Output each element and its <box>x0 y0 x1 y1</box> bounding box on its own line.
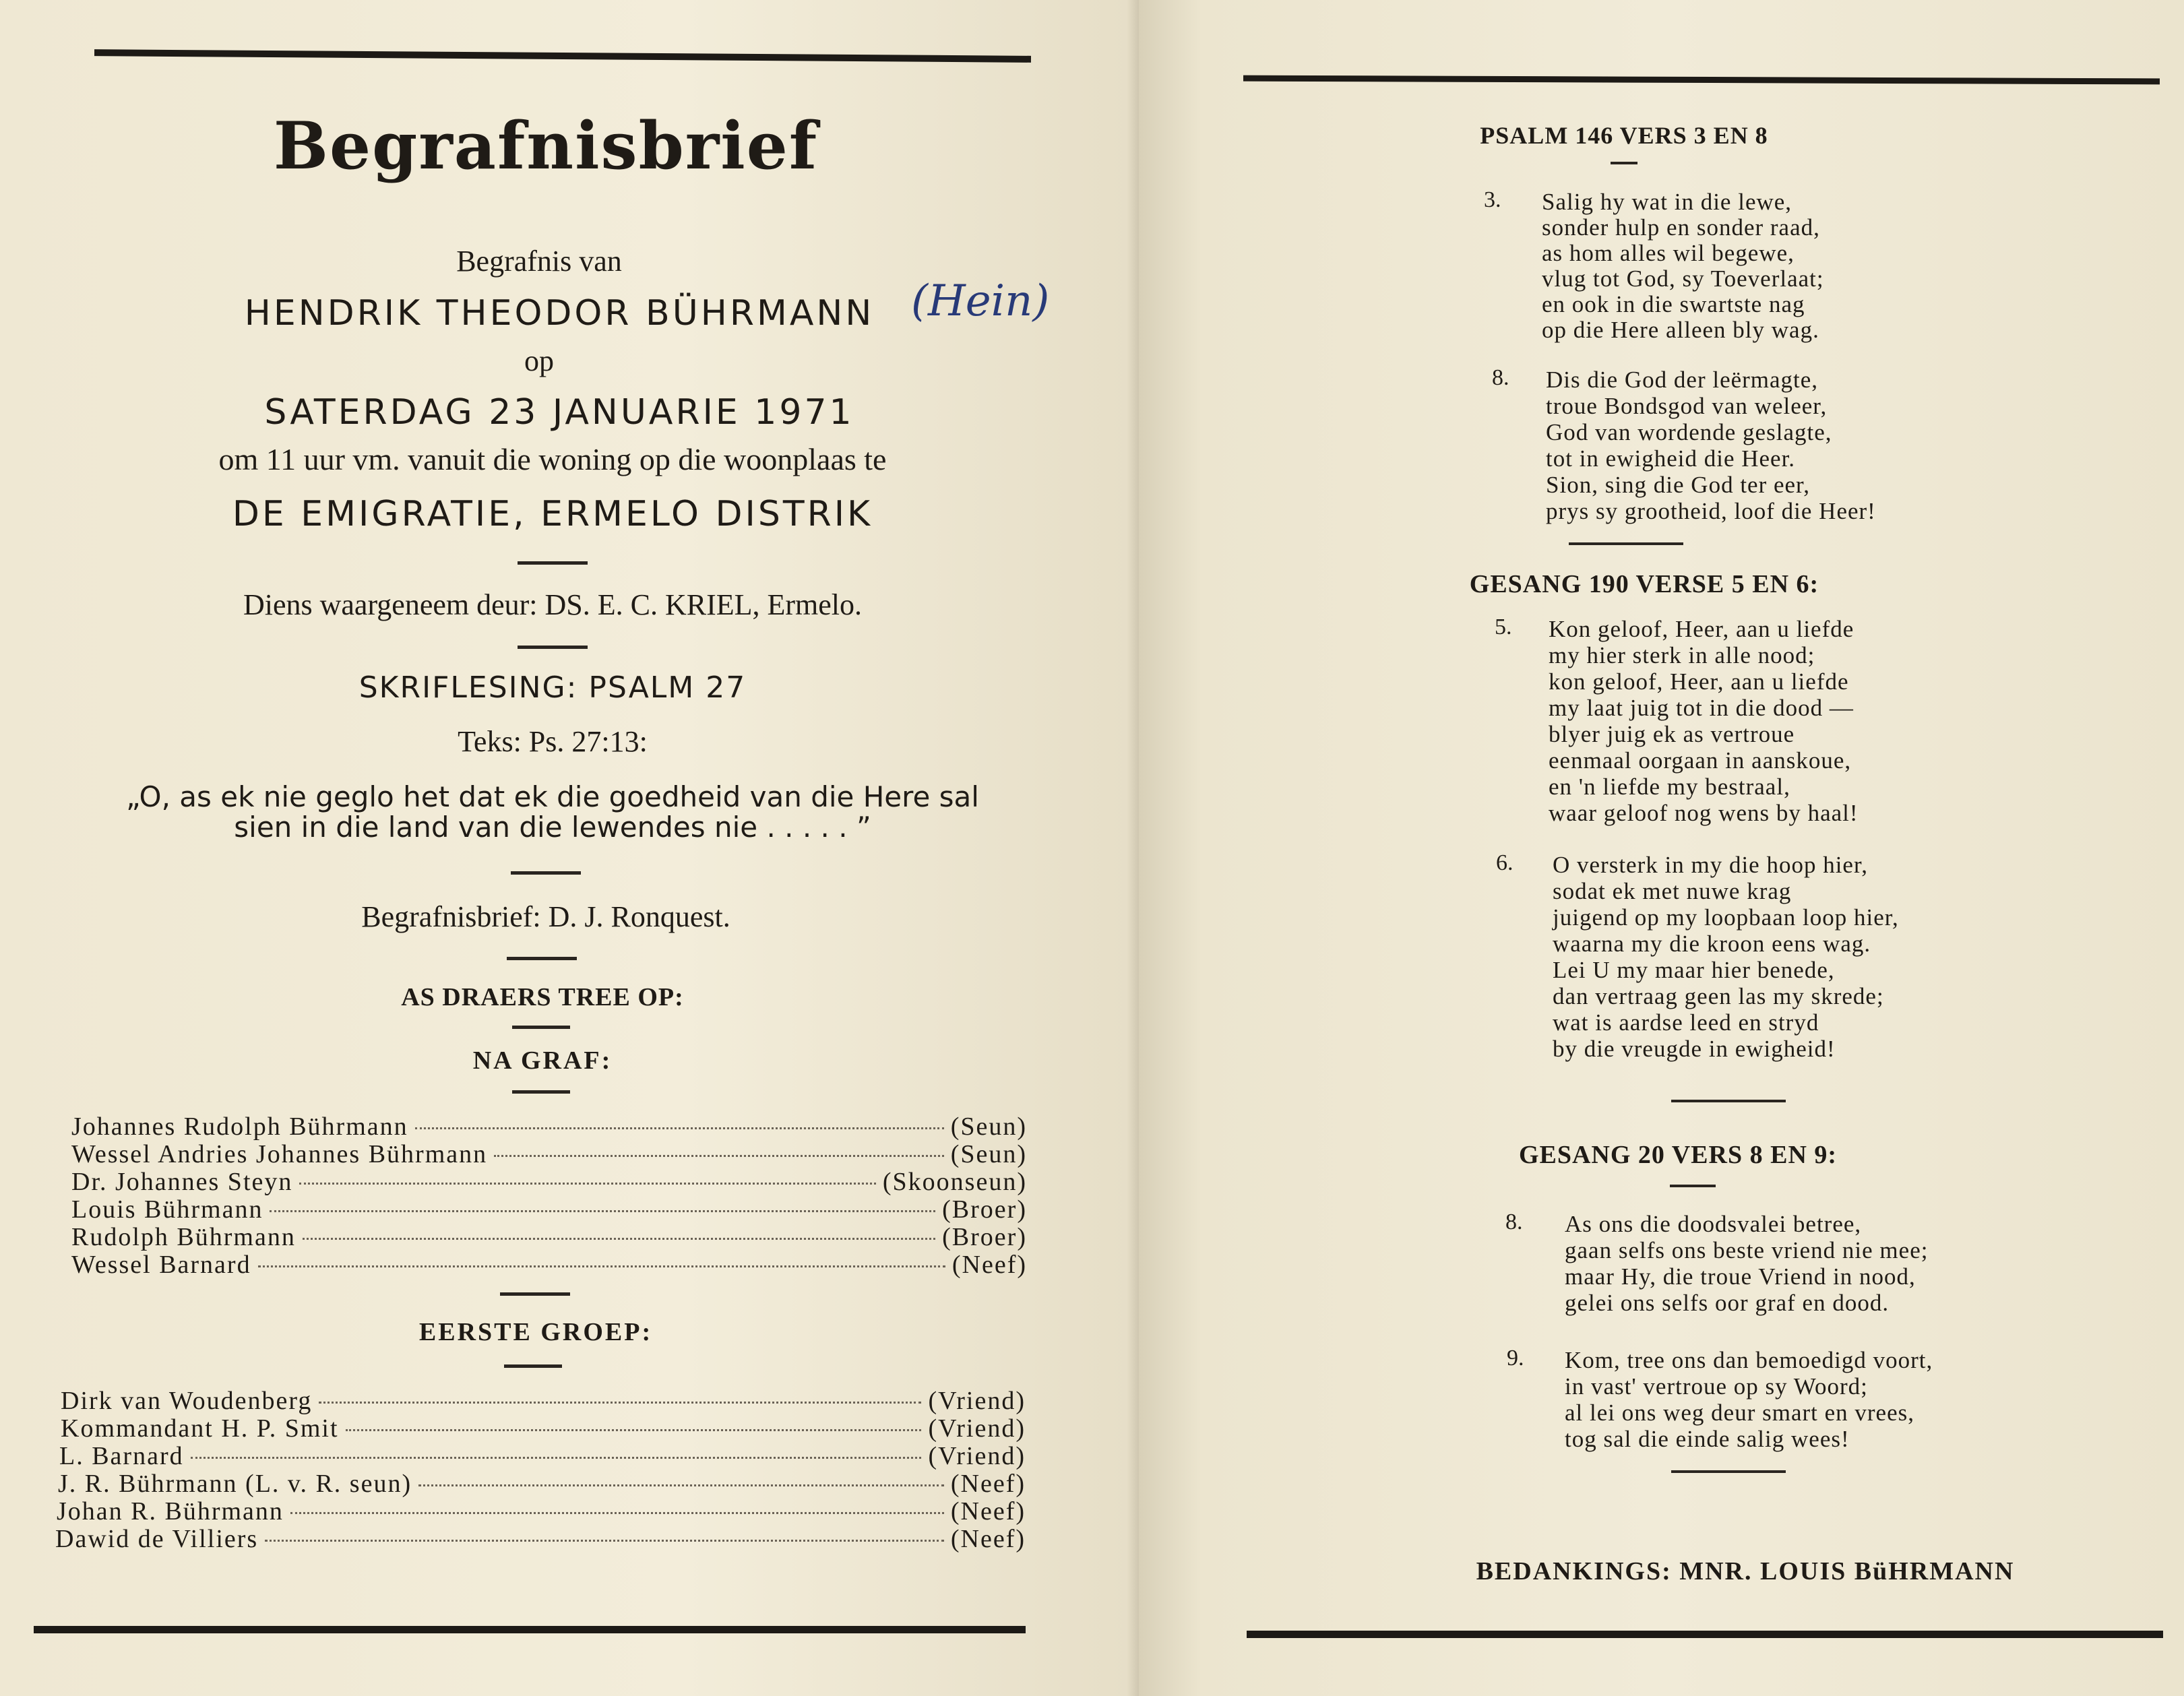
list-item: Kommandant H. P. Smit (Vriend) <box>61 1414 1026 1443</box>
verse-line: Sion, sing die God ter eer, <box>1546 472 1811 498</box>
right-page <box>1139 0 2184 1696</box>
verse-line: Kon geloof, Heer, aan u liefde <box>1549 616 1854 642</box>
scripture-reading: SKRIFLESING: PSALM 27 <box>358 670 747 705</box>
quote-line-2: sien in die land van die lewendes nie . . . . . ” <box>234 811 871 844</box>
verse-line: op die Here alleen bly wag. <box>1542 317 1819 343</box>
list-item: Wessel Barnard (Neef) <box>71 1251 1027 1279</box>
op-text: op <box>524 344 554 377</box>
bearers-heading: AS DRAERS TREE OP: <box>401 983 684 1011</box>
begrafnisbrief-by: Begrafnisbrief: D. J. Ronquest. <box>361 900 730 933</box>
list-item: Dirk van Woudenberg (Vriend) <box>61 1387 1026 1415</box>
divider <box>511 871 581 875</box>
verse-line: God van wordende geslagte, <box>1546 419 1832 445</box>
verse-line: prys sy grootheid, loof die Heer! <box>1546 498 1876 524</box>
na-graf-heading: NA GRAF: <box>472 1046 613 1075</box>
text-reference: Teks: Ps. 27:13: <box>458 725 648 758</box>
verse-number: 3. <box>1484 187 1501 212</box>
verse-line: en ook in die swartste nag <box>1542 291 1805 317</box>
verse-number: 6. <box>1496 850 1514 875</box>
divider <box>1611 162 1637 164</box>
intro-text: Begrafnis van <box>456 245 622 278</box>
quote-line-1: „O, as ek nie geglo het dat ek die goedheid van die Here sal <box>126 780 979 813</box>
divider <box>504 1364 562 1368</box>
verse-line: troue Bondsgod van weleer, <box>1546 393 1828 419</box>
verse-line: en 'n liefde my bestraal, <box>1549 774 1790 800</box>
divider <box>512 1026 570 1029</box>
list-item: Johannes Rudolph Bührmann (Seun) <box>71 1112 1027 1141</box>
list-item: Johan R. Bührmann (Neef) <box>57 1497 1026 1526</box>
verse-line: vlug tot God, sy Toeverlaat; <box>1542 265 1824 292</box>
verse-line: sonder hulp en sonder raad, <box>1542 214 1820 241</box>
verse-line: wat is aardse leed en stryd <box>1553 1009 1819 1036</box>
divider <box>1671 1470 1786 1473</box>
verse-line: tog sal die einde salig wees! <box>1565 1426 1850 1452</box>
verse-line: Kom, tree ons dan bemoedigd voort, <box>1565 1347 1933 1373</box>
verse-line: gelei ons selfs oor graf en dood. <box>1565 1290 1890 1316</box>
verse-line: in vast' vertroue op sy Woord; <box>1565 1373 1868 1400</box>
verse-line: my laat juig tot in die dood — <box>1549 695 1854 721</box>
divider <box>1670 1185 1716 1187</box>
verse-line: waarna my die kroon eens wag. <box>1553 931 1871 957</box>
verse-line: Dis die God der leërmagte, <box>1546 367 1819 393</box>
document-title: Begrafnisbrief <box>273 108 819 184</box>
verse-line: Salig hy wat in die lewe, <box>1542 189 1792 215</box>
verse-line: waar geloof nog wens by haal! <box>1549 800 1859 826</box>
verse-line: blyer juig ek as vertroue <box>1549 721 1795 747</box>
bottom-rule <box>34 1626 1026 1633</box>
divider <box>1569 542 1683 545</box>
list-item: Dr. Johannes Steyn (Skoonseun) <box>71 1168 1027 1196</box>
list-item: Rudolph Bührmann (Broer) <box>71 1223 1027 1251</box>
verse-line: eenmaal oorgaan in aanskoue, <box>1549 747 1852 774</box>
verse-line: tot in ewigheid die Heer. <box>1546 445 1796 472</box>
list-item: J. R. Bührmann (L. v. R. seun) (Neef) <box>58 1470 1026 1498</box>
verse-number: 5. <box>1495 615 1512 639</box>
divider <box>1671 1100 1786 1102</box>
verse-number: 8. <box>1505 1210 1523 1234</box>
divider <box>512 1090 570 1094</box>
verse-number: 9. <box>1507 1346 1524 1371</box>
divider <box>518 646 588 649</box>
deceased-name: HENDRIK THEODOR BÜHRMANN <box>244 293 875 334</box>
verse-line: my hier sterk in alle nood; <box>1549 642 1815 668</box>
verse-line: juigend op my loopbaan loop hier, <box>1553 904 1899 931</box>
verse-line: Lei U my maar hier benede, <box>1553 957 1835 983</box>
top-rule <box>1243 75 2160 85</box>
list-item: Wessel Andries Johannes Bührmann (Seun) <box>71 1140 1027 1168</box>
service-line: Diens waargeneem deur: DS. E. C. KRIEL, Ermelo. <box>243 588 863 621</box>
time-line: om 11 uur vm. vanuit die woning op die woonplaas te <box>218 442 887 476</box>
bottom-rule <box>1247 1631 2163 1638</box>
verse-line: O versterk in my die hoop hier, <box>1553 852 1868 878</box>
divider <box>507 957 577 960</box>
verse-line: sodat ek met nuwe krag <box>1553 878 1792 904</box>
verse-line: dan vertraag geen las my skrede; <box>1553 983 1884 1009</box>
verse-line: As ons die doodsvalei betree, <box>1565 1211 1862 1237</box>
psalm-heading: PSALM 146 VERS 3 EN 8 <box>1480 122 1768 149</box>
gesang-20-heading: GESANG 20 VERS 8 EN 9: <box>1518 1141 1838 1169</box>
eerste-groep-heading: EERSTE GROEP: <box>418 1318 653 1346</box>
verse-line: al lei ons weg deur smart en vrees, <box>1565 1400 1915 1426</box>
gesang-190-heading: GESANG 190 VERSE 5 EN 6: <box>1469 570 1819 598</box>
verse-line: maar Hy, die troue Vriend in nood, <box>1565 1263 1916 1290</box>
divider <box>518 561 588 565</box>
verse-line: gaan selfs ons beste vriend nie mee; <box>1565 1237 1929 1263</box>
top-rule <box>94 49 1031 63</box>
verse-number: 8. <box>1492 365 1509 390</box>
verse-line: as hom alles wil begewe, <box>1542 240 1795 266</box>
funeral-date: SATERDAG 23 JANUARIE 1971 <box>264 392 854 433</box>
verse-line: by die vreugde in ewigheid! <box>1553 1036 1836 1062</box>
handwritten-nickname: (Hein) <box>911 276 1050 326</box>
divider <box>500 1292 570 1296</box>
list-item: Louis Bührmann (Broer) <box>71 1195 1027 1224</box>
list-item: L. Barnard (Vriend) <box>59 1442 1026 1470</box>
thanks-line: BEDANKINGS: MNR. LOUIS BüHRMANN <box>1476 1557 2015 1585</box>
funeral-place: DE EMIGRATIE, ERMELO DISTRIK <box>232 494 873 534</box>
verse-line: kon geloof, Heer, aan u liefde <box>1549 668 1849 695</box>
list-item: Dawid de Villiers (Neef) <box>55 1525 1026 1553</box>
